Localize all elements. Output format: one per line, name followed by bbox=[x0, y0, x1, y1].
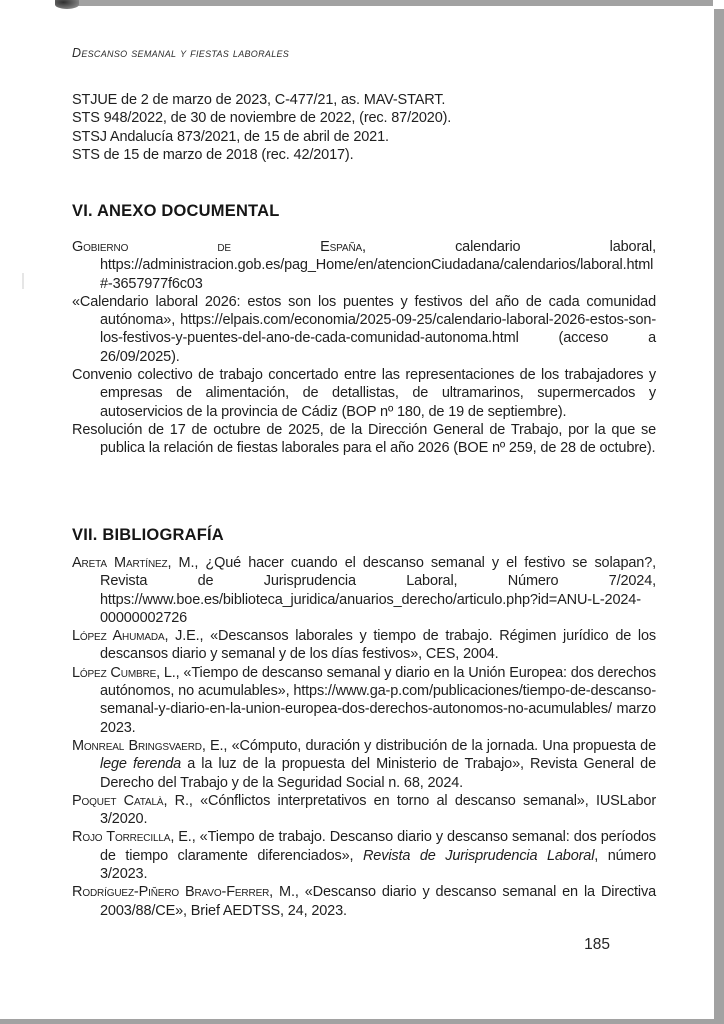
jurisprudence-line: STJUE de 2 de marzo de 2023, C-477/21, as. MAV-START. bbox=[72, 92, 446, 108]
bibliography-entry: Rodríguez-Piñero Bravo-Ferrer, M., «Descanso diario y descanso semanal en la Directiva 2003/88/CE», Brief AEDTSS, 24, 2023. bbox=[72, 884, 656, 919]
jurisprudence-line: STS 948/2022, de 30 de noviembre de 2022, (rec. 87/2020). bbox=[72, 110, 452, 127]
anexo-entry: Convenio colectivo de trabajo concertado entre las representaciones de los trabajadores y empresas de alimentación, de detallistas, de ultramarinos, supermercados y autoservicios de la provincia de Cádiz (BOP nº 180, de 19 de septiembre). bbox=[72, 367, 656, 420]
bibliography-entry: López Ahumada, J.E., «Descansos laborales y tiempo de trabajo. Régimen jurídico de los descansos diario y semanal y de los días festivos», CES, 2004. bbox=[72, 628, 656, 663]
anexo-entry: Gobierno de España, calendario laboral, https://administracion.gob.es/pag_Home/en/atencionCiudadana/calendarios/laboral.html#-3657977f6c03 bbox=[72, 239, 656, 292]
bibliography-entry: López Cumbre, L., «Tiempo de descanso semanal y diario en la Unión Europea: dos derechos autónomos, no acumulables», https://www.ga-p.com/publicaciones/tiempo-de-descanso-semanal-y-diario-en-la-union-europea-dos-derechos-autonomos-no-acumulables/ marzo 2023. bbox=[72, 664, 657, 736]
jurisprudence-list bbox=[72, 91, 656, 164]
bibliography-entry: Poquet Català, R., «Cónflictos interpretativos en torno al descanso semanal», IUSLabor 3/2020. bbox=[72, 792, 656, 828]
bibliografia-list bbox=[72, 554, 656, 920]
running-header: Descanso semanal y fiestas laborales bbox=[72, 46, 290, 60]
scan-border-top bbox=[57, 0, 724, 6]
bibliography-entry: Monreal Bringsvaerd, E., «Cómputo, duración y distribución de la jornada. Una propuesta de lege ferenda a la luz de la propuesta del Ministerio de Trabajo», Revista General de Derecho del Trabajo y de la Seguridad Social n. 68, 2024. bbox=[72, 737, 656, 791]
bibliography-entry: Areta Martínez, M., ¿Qué hacer cuando el descanso semanal y el festivo se solapan?, Revista de Jurisprudencia Laboral, Número 7/2024, https://www.boe.es/biblioteca_juridica/anuarios_derecho/articulo.php?id=ANU-L-2024-00000002726 bbox=[72, 555, 656, 626]
scan-smudge-mark bbox=[55, 0, 79, 9]
page-number: 185 bbox=[584, 936, 610, 953]
section-heading-anexo-documental: VI. ANEXO DOCUMENTAL bbox=[72, 202, 280, 220]
scan-border-bottom bbox=[0, 1019, 724, 1024]
anexo-documental-list bbox=[72, 238, 656, 458]
bibliography-entry: Rojo Torrecilla, E., «Tiempo de trabajo. Descanso diario y descanso semanal: dos períodos de tiempo claramente diferenciados», Revista de Jurisprudencia Laboral, número 3/2023. bbox=[72, 829, 656, 883]
scan-border-corner-notch bbox=[713, 0, 724, 9]
jurisprudence-line: STS de 15 de marzo de 2018 (rec. 42/2017). bbox=[72, 146, 354, 163]
section-heading-bibliografia: VII. BIBLIOGRAFÍA bbox=[72, 526, 224, 544]
scan-margin-mark bbox=[22, 273, 24, 289]
anexo-entry: «Calendario laboral 2026: estos son los puentes y festivos del año de cada comunidad autónoma», https://elpais.com/economia/2025-09-25/calendario-laboral-2026-estos-son-los-festivos-y-puentes-del-ano-de-cada-comunidad-autonoma.html (acceso a 26/09/2025). bbox=[72, 293, 656, 365]
jurisprudence-line: STSJ Andalucía 873/2021, de 15 de abril de 2021. bbox=[72, 128, 389, 145]
anexo-entry: Resolución de 17 de octubre de 2025, de la Dirección General de Trabajo, por la que se publica la relación de fiestas laborales para el año 2026 (BOE nº 259, de 28 de octubre). bbox=[72, 421, 656, 457]
scan-border-right bbox=[714, 4, 724, 1020]
